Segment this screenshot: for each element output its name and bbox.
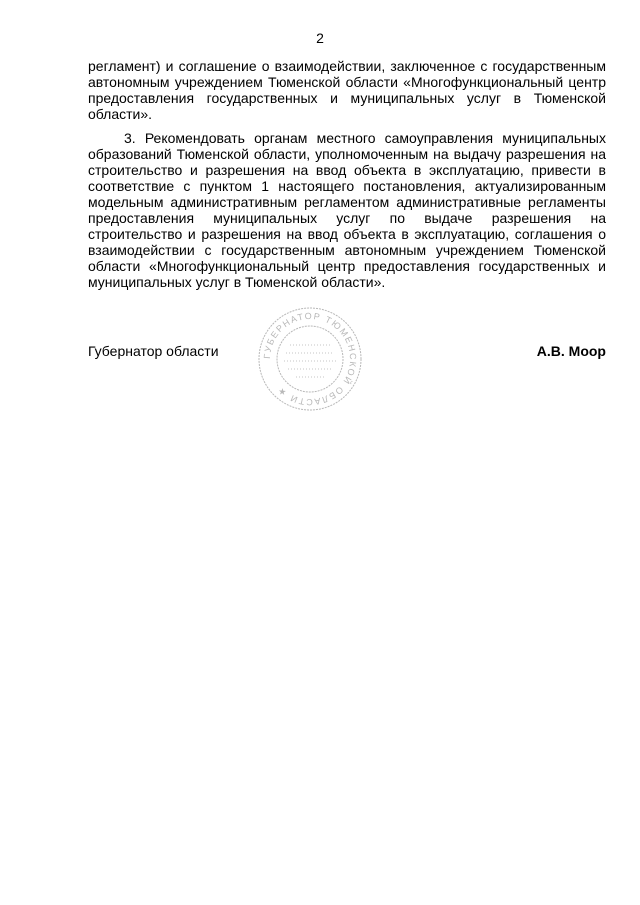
text-line: модельным административным регламентом административные регламенты — [88, 194, 606, 210]
official-seal-stamp — [256, 305, 364, 413]
text-line: строительство и разрешения на ввод объекта в эксплуатацию, привести в — [88, 162, 606, 178]
signatory-name: А.В. Моор — [536, 343, 606, 359]
page-number: 2 — [316, 30, 324, 46]
text-line: образований Тюменской области, уполномоченным на выдачу разрешения на — [88, 146, 606, 162]
text-line: предоставления государственных и муниципальных услуг в Тюменской — [88, 90, 606, 106]
text-line: строительство и разрешения на ввод объекта в эксплуатацию, соглашения о — [88, 226, 606, 242]
text-line: взаимодействии с государственным автономным учреждением Тюменской — [88, 242, 606, 258]
seal-inner-ring — [277, 326, 343, 392]
seal-outer-ring — [259, 308, 361, 410]
signatory-title: Губернатор области — [88, 343, 219, 359]
text-line: соответствие с пунктом 1 настоящего постановления, актуализированным — [88, 178, 606, 194]
svg-text:ГУБЕРНАТОР ТЮМЕНСКОЙ ОБЛАСТИ ★: ГУБЕРНАТОР ТЮМЕНСКОЙ ОБЛАСТИ ★ — [261, 310, 359, 408]
text-line: регламент) и соглашение о взаимодействии, заключенное с государственным — [88, 58, 606, 74]
text-line: области «Многофункциональный центр предоставления государственных и — [88, 258, 606, 274]
text-line: предоставления муниципальных услуг по выдаче разрешения на — [88, 210, 606, 226]
text-line: 3. Рекомендовать органам местного самоуправления муниципальных — [124, 130, 606, 146]
paragraph-3 — [88, 130, 606, 290]
paragraph-continuation — [88, 58, 606, 122]
text-line: автономным учреждением Тюменской области «Многофункциональный центр — [88, 74, 606, 90]
text-line: муниципальных услуг в Тюменской области». — [88, 274, 386, 290]
text-line: области». — [88, 106, 153, 122]
